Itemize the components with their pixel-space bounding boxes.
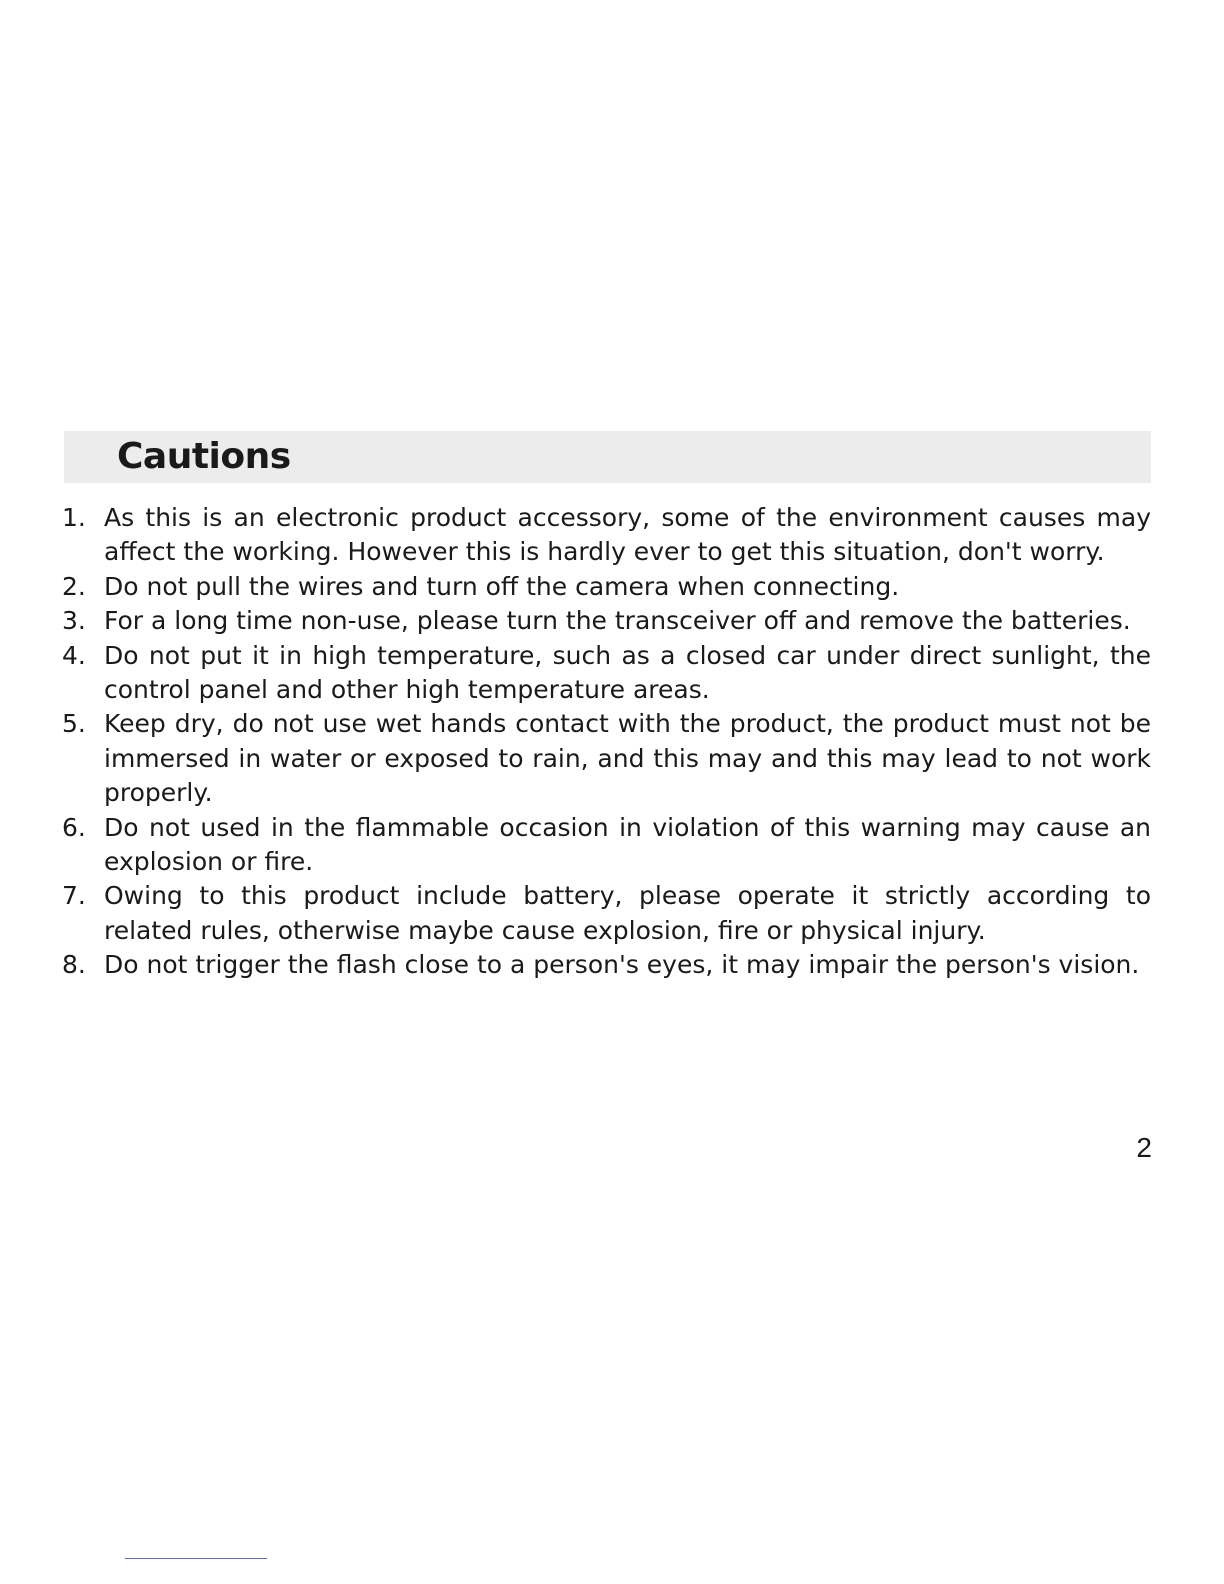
caution-list [62,501,1151,983]
caution-item [62,879,1151,948]
caution-item [62,707,1151,810]
caution-number: 7. [62,881,86,911]
caution-item [62,570,1151,604]
caution-text: Do not used in the flammable occasion in violation of this warning may cause an explosion or fire. [104,812,1151,877]
caution-text: For a long time non-use, please turn the transceiver off and remove the batteries. [104,606,1131,636]
caution-number: 8. [62,950,86,980]
caution-number: 2. [62,571,86,601]
caution-number: 3. [62,606,86,636]
caution-number: 5. [62,709,86,739]
caution-number: 4. [62,640,86,670]
caution-item [62,948,1151,982]
section-title: Cautions [117,436,291,477]
page-number: 2 [1136,1132,1152,1163]
caution-item [62,811,1151,880]
caution-text: Owing to this product include battery, please operate it strictly according to related rules, otherwise maybe cause explosion, fire or physical injury. [104,881,1151,945]
footer-rule [125,1558,267,1559]
section-header [64,431,1151,483]
caution-text: Do not pull the wires and turn off the camera when connecting. [104,571,900,601]
caution-item [62,639,1151,708]
caution-text: Do not put it in high temperature, such as a closed car under direct sunlight, the control panel and other high temperature areas. [104,640,1151,705]
caution-item [62,501,1151,570]
caution-text: Keep dry, do not use wet hands contact with the product, the product must not be immersed in water or exposed to rain, and this may and this may lead to not work properly. [104,709,1151,808]
caution-item [62,604,1151,638]
caution-number: 1. [62,503,86,532]
caution-number: 6. [62,812,86,842]
caution-text: Do not trigger the flash close to a person's eyes, it may impair the person's vision. [104,950,1140,980]
caution-text: As this is an electronic product accessory, some of the environment causes may affect the working. However this is hardly ever to get this situation, don't worry. [104,503,1151,567]
